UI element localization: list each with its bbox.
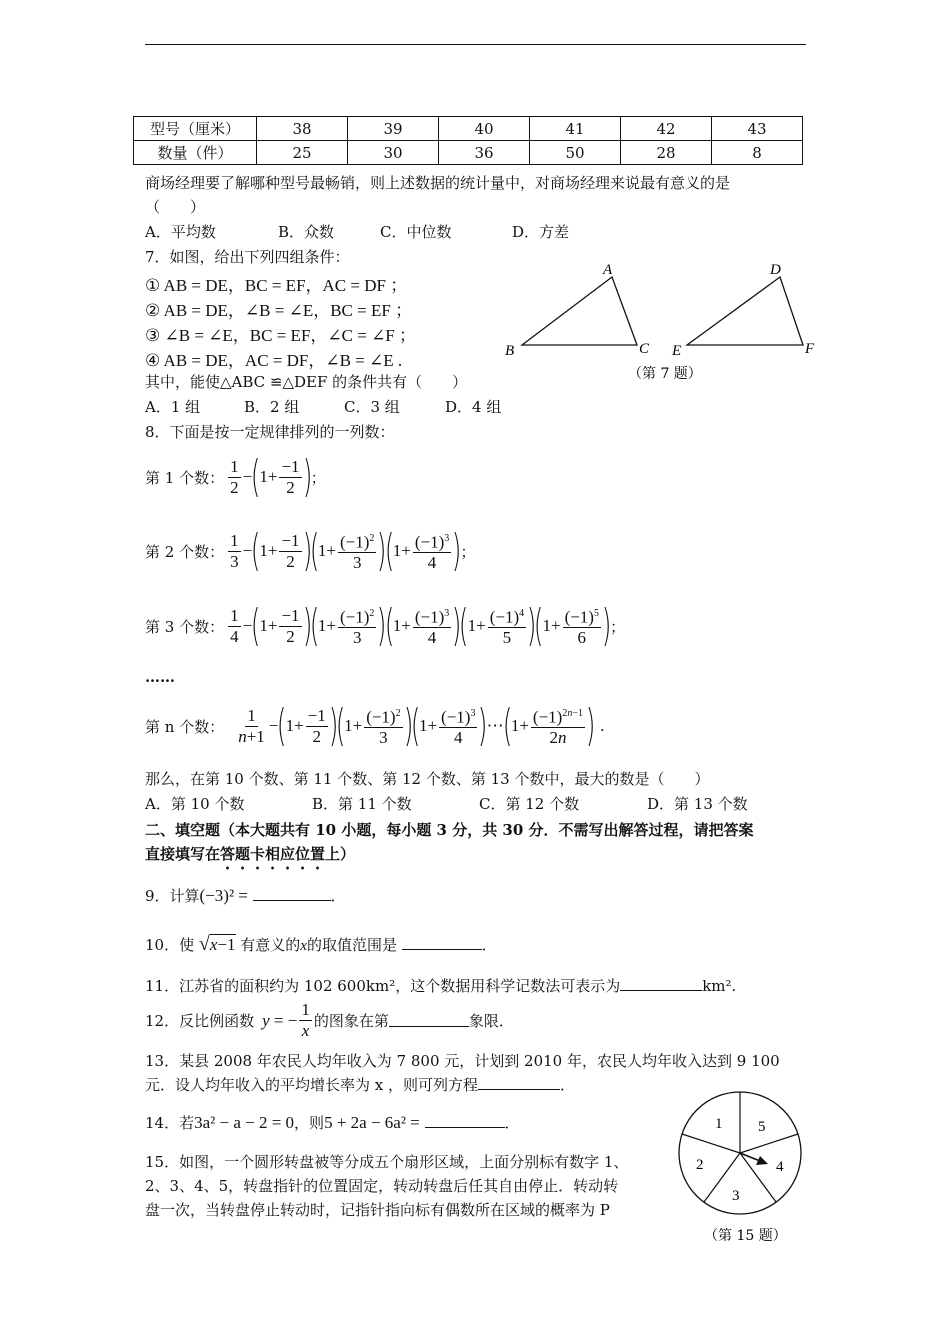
- table-cell: 28: [621, 141, 712, 165]
- q8-line-label: 第 3 个数：: [145, 617, 225, 636]
- q8-option-c: C．第 12 个数: [479, 795, 580, 813]
- label-f: F: [805, 341, 815, 357]
- table-cell: 8: [712, 141, 803, 165]
- q8-line-2: 第 2 个数： $\frac{1}{3}$ − ( 1+ $\frac{-1}{2}$ ) ( 1+ $\frac{(-1)^2}{3}$ ) ( 1+ $\frac{(-1)^3}{4}$ ) ；: [145, 525, 476, 576]
- q6-text: 商场经理要了解哪种型号最畅销，则上述数据的统计量中，对商场经理来说最有意义的是: [145, 174, 731, 192]
- q8-line-3: 第 3 个数： $\frac{1}{4}$ − ( 1+ $\frac{-1}{2}$ ) ( 1+ $\frac{(-1)^2}{3}$ ) ( 1+ $\frac{(-1)^3}{4}$ ) ( 1+ $\frac{(-1)^4}{5}$ ) ( 1+ $\frac{(-1)^5}{6}$ ) ；: [145, 600, 626, 651]
- q8-question: 那么，在第 10 个数、第 11 个数、第 12 个数、第 13 个数中，最大的数是（ ）: [145, 770, 710, 788]
- spinner-figure: [676, 1090, 816, 1250]
- answer-blank[interactable]: [620, 990, 702, 991]
- q8-ellipsis: ……: [145, 668, 175, 686]
- table-cell: 42: [621, 117, 712, 141]
- label-a: A: [603, 262, 613, 278]
- answer-blank[interactable]: [253, 900, 331, 901]
- q6-option-b: B．众数: [278, 223, 335, 241]
- fig15-caption: （第 15 题）: [704, 1228, 787, 1244]
- q11: 11．江苏省的面积约为 102 600km²，这个数据用科学记数法可表示为 km².: [145, 977, 737, 995]
- table-cell: 41: [530, 117, 621, 141]
- table-cell: 40: [439, 117, 530, 141]
- q6-option-a: A．平均数: [145, 223, 216, 241]
- q10: 10．使 √ x −1 有意义的x的取值范围是 ．: [145, 933, 497, 955]
- q7-condition-4: ④ AB = DE，AC = DF，∠B = ∠E .: [145, 351, 403, 370]
- label-d: D: [770, 262, 781, 278]
- answer-blank[interactable]: [402, 949, 482, 950]
- table-row: [134, 117, 803, 141]
- q6-option-d: D．方差: [512, 223, 570, 241]
- triangle-abc: [522, 277, 637, 345]
- fig7-caption: （第 7 题）: [628, 366, 702, 382]
- table-cell: 39: [348, 117, 439, 141]
- spinner-number-2: 2: [696, 1157, 704, 1173]
- header-rule: [145, 44, 806, 45]
- q7-option-d: D．4 组: [445, 398, 502, 416]
- q15-line1: 15．如图，一个圆形转盘被等分成五个扇形区域，上面分别标有数字 1、: [145, 1153, 629, 1171]
- section2-heading-line2: 直接填写在答题卡相应位置上）: [145, 845, 356, 863]
- label-b: B: [505, 343, 515, 359]
- table-cell: 50: [530, 141, 621, 165]
- q13-line1: 13．某县 2008 年农民人均年收入为 7 800 元，计划到 2010 年，农民人均年收入达到 9 100: [145, 1052, 780, 1070]
- q8-line-n: 第 n 个数： $\frac{1}{n+1}$ − ( 1+ $\frac{-1}{2}$ ) ( 1+ $\frac{(-1)^2}{3}$ ) ( 1+ $\frac{(-1)^3}{4}$ ) ⋯ ( 1+ $\frac{(-1)^{2n-1}}{2n}$ ) .: [145, 700, 605, 751]
- q8-option-d: D．第 13 个数: [647, 795, 748, 813]
- spinner-number-1: 1: [715, 1116, 723, 1132]
- sqrt-expression: √ x −1: [198, 933, 236, 955]
- table-cell: 38: [257, 117, 348, 141]
- q8-line-label: 第 1 个数：: [145, 468, 225, 487]
- spinner-number-3: 3: [732, 1188, 740, 1204]
- q7-stem: 7．如图，给出下列四组条件：: [145, 248, 350, 266]
- q6-option-c: C．中位数: [380, 223, 452, 241]
- answer-blank[interactable]: [389, 1026, 469, 1027]
- answer-blank[interactable]: [425, 1127, 505, 1128]
- q7-option-b: B．2 组: [244, 398, 300, 416]
- label-c: C: [639, 341, 650, 357]
- q8-line-label: 第 n 个数：: [145, 717, 225, 736]
- section2-heading: 二、填空题（本大题共有 10 小题，每小题 3 分，共 30 分．不需写出解答过程，请把答案: [145, 821, 754, 839]
- row-label: 型号（厘米）: [134, 117, 257, 141]
- label-e: E: [672, 343, 682, 359]
- q12: 12．反比例函数 y = − $\frac{1}{x}$ 的图象在第 象限．: [145, 1000, 514, 1040]
- q14: 14．若3a² − a − 2 = 0，则5 + 2a − 6a² = ．: [145, 1113, 520, 1132]
- table-cell: 25: [257, 141, 348, 165]
- q7-question: 其中，能使△ABC ≌△DEF 的条件共有（ ）: [145, 373, 468, 391]
- table-cell: 30: [348, 141, 439, 165]
- q8-line-1: 第 1 个数： $\frac{1}{2}$ − ( 1+ $\frac{-1}{2}$ ) ；: [145, 451, 326, 502]
- q8-stem: 8．下面是按一定规律排列的一列数：: [145, 423, 395, 441]
- row-label: 数量（件）: [134, 141, 257, 165]
- answer-blank[interactable]: [478, 1089, 560, 1090]
- q13-line2: 元．设人均年收入的平均增长率为 x ，则可列方程 ．: [145, 1076, 576, 1094]
- size-table: [133, 116, 803, 165]
- triangle-def: [687, 277, 803, 345]
- table-row: [134, 141, 803, 165]
- q7-option-c: C．3 组: [344, 398, 400, 416]
- q6-paren: （ ）: [145, 198, 206, 216]
- q7-condition-2: ② AB = DE，∠B = ∠E，BC = EF ；: [145, 301, 413, 320]
- table-cell: 43: [712, 117, 803, 141]
- q15-line2: 2、3、4、5，转盘指针的位置固定，转动转盘后任其自由停止．转动转: [145, 1177, 619, 1195]
- table-cell: 36: [439, 141, 530, 165]
- q8-option-a: A．第 10 个数: [145, 795, 245, 813]
- q7-option-a: A．1 组: [145, 398, 201, 416]
- q9: 9．计算(−3)² = ．: [145, 886, 346, 905]
- q8-option-b: B．第 11 个数: [312, 795, 412, 813]
- q7-condition-3: ③ ∠B = ∠E，BC = EF，∠C = ∠F ；: [145, 326, 417, 345]
- triangles-figure: [500, 258, 825, 388]
- q8-line-label: 第 2 个数：: [145, 542, 225, 561]
- q15-line3: 盘一次，当转盘停止转动时，记指针指向标有偶数所在区域的概率为 P: [145, 1201, 610, 1219]
- spinner-number-5: 5: [758, 1119, 766, 1135]
- q7-condition-1: ① AB = DE，BC = EF，AC = DF ；: [145, 276, 408, 295]
- spinner-number-4: 4: [776, 1159, 784, 1175]
